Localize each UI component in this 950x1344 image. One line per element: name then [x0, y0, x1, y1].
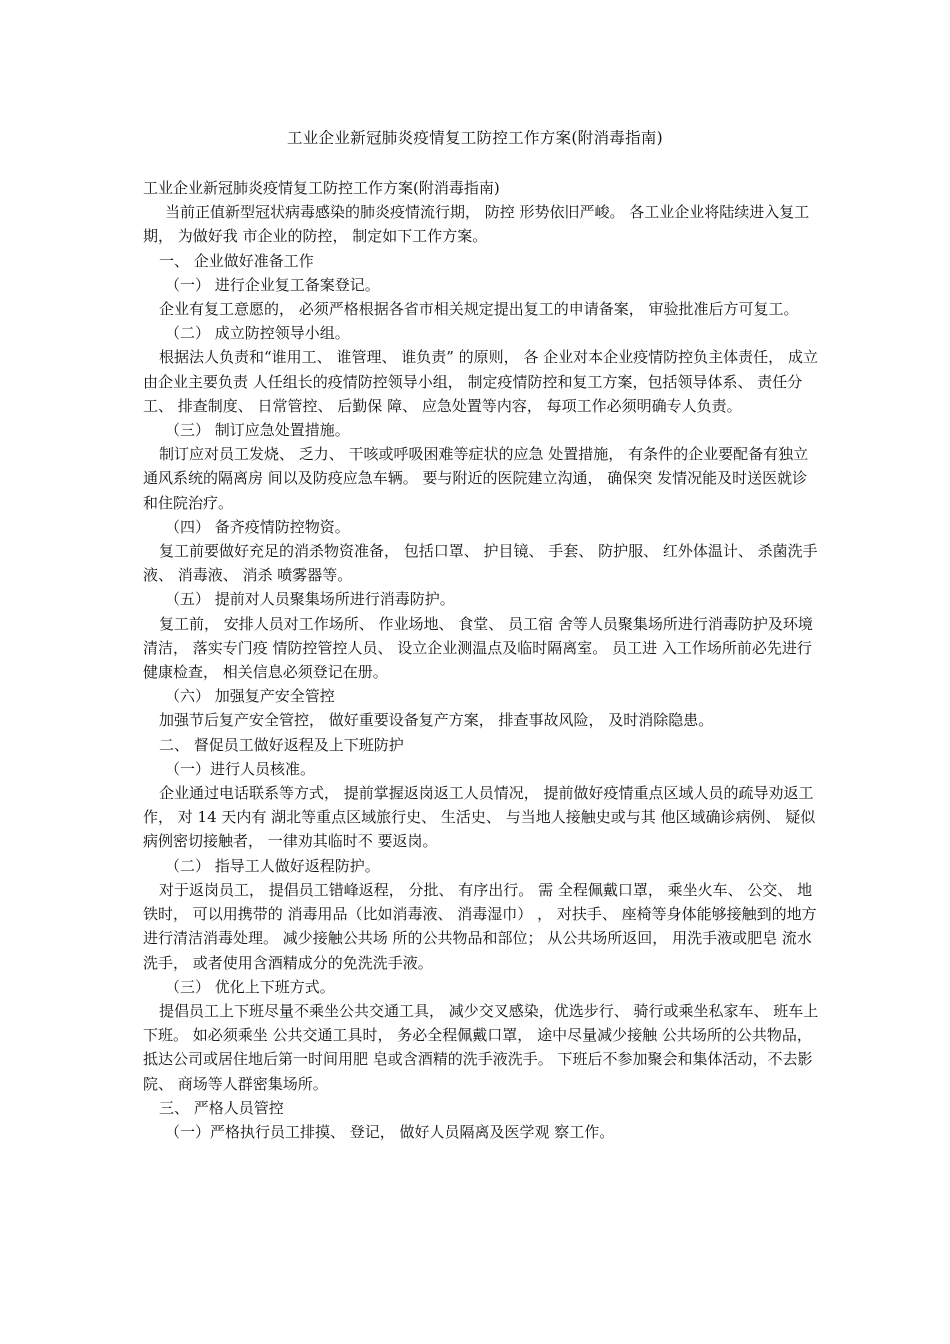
paragraph: （一） 进行企业复工备案登记。 [165, 275, 380, 294]
paragraph: （五） 提前对人员聚集场所进行消毒防护。 [165, 590, 455, 609]
paragraph: 加强节后复产安全管控， 做好重要设备复产方案， 排查事故风险， 及时消除隐患。 [159, 711, 714, 730]
document-body [143, 176, 819, 1144]
paragraph: 企业有复工意愿的， 必须严格根据各省市相关规定提出复工的申请备案， 审验批准后方可复工。 [159, 300, 799, 319]
paragraph: 企业通过电话联系等方式， 提前掌握返岗返工人员情况， 提前做好疫情重点区域人员的疏导劝返工作， 对 14 天内有 湖北等重点区域旅行史、 生活史、 与当地人接触史或与其 他区域确诊病例、 疑似病例密切接触者， 一律劝其临时不 要返岗。 [143, 784, 816, 851]
paragraph: 对于返岗员工， 提倡员工错峰返程， 分批、 有序出行。 需 全程佩戴口罩， 乘坐火车、 公交、 地铁时， 可以用携带的 消毒用品（比如消毒液、 消毒湿巾） ， 对扶手、 座椅等身体能够接触到的地方进行清洁消毒处理。 减少接触公共场 所的公共物品和部位； 从公共场所返回， 用洗手液或肥皂 流水洗手， 或者使用含酒精成分的免洗洗手液。 [143, 880, 817, 972]
paragraph: （六） 加强复产安全管控 [165, 687, 335, 706]
paragraph: 二、 督促员工做好返程及上下班防护 [159, 735, 404, 754]
paragraph: 制订应对员工发烧、 乏力、 干咳或呼吸困难等症状的应急 处置措施， 有条件的企业要配备有独立通风系统的隔离房 间以及防疫应急车辆。 要与附近的医院建立沟通， 确保突 发情况能及时送医就诊和住院治疗。 [143, 445, 809, 512]
paragraph: 根据法人负责和“谁用工、 谁管理、 谁负责” 的原则， 各 企业对本企业疫情防控负主体责任， 成立由企业主要负责 人任组长的疫情防控领导小组， 制定疫情防控和复工方案，包括领导体系、 责任分工、 排查制度、 日常管控、 后勤保 障、 应急处置等内容， 每项工作必须明确专人负责。 [143, 348, 818, 415]
paragraph: 复工前要做好充足的消杀物资准备， 包括口罩、 护目镜、 手套、 防护服、 红外体温计、 杀菌洗手液、 消毒液、 消杀 喷雾器等。 [143, 542, 818, 585]
paragraph: （二） 成立防控领导小组。 [165, 324, 350, 343]
paragraph: （一）严格执行员工排摸、 登记， 做好人员隔离及医学观 察工作。 [165, 1122, 615, 1141]
paragraph: （三） 优化上下班方式。 [165, 977, 335, 996]
paragraph: 提倡员工上下班尽量不乘坐公共交通工具， 减少交叉感染，优选步行、 骑行或乘坐私家车、 班车上下班。 如必须乘坐 公共交通工具时， 务必全程佩戴口罩， 途中尽量减少接触 公共场所的公共物品， 抵达公司或居住地后第一时间用肥 皂或含酒精的洗手液洗手。 下班后不参加聚会和集体活动，不去影院、 商场等人群密集场所。 [143, 1001, 819, 1093]
paragraph: 当前正值新型冠状病毒感染的肺炎疫情流行期， 防控 形势依旧严峻。 各工业企业将陆续进入复工期， 为做好我 市企业的防控， 制定如下工作方案。 [143, 203, 810, 246]
paragraph: （二） 指导工人做好返程防护。 [165, 856, 380, 875]
paragraph: 一、 企业做好准备工作 [159, 251, 314, 270]
paragraph: 复工前， 安排人员对工作场所、 作业场地、 食堂、 员工宿 舍等人员聚集场所进行消毒防护及环境清洁， 落实专门疫 情防控管控人员、 设立企业测温点及临时隔离室。 员工进 入工作场所前必先进行健康检查， 相关信息必须登记在册。 [143, 614, 813, 682]
paragraph: 工业企业新冠肺炎疫情复工防控工作方案(附消毒指南) [143, 179, 500, 197]
page-title: 工业企业新冠肺炎疫情复工防控工作方案(附消毒指南) [286, 129, 664, 147]
paragraph: （一）进行人员核准。 [165, 759, 316, 778]
paragraph: 三、 严格人员管控 [159, 1098, 284, 1117]
paragraph: （三） 制订应急处置措施。 [165, 421, 350, 440]
paragraph: （四） 备齐疫情防控物资。 [165, 517, 350, 536]
